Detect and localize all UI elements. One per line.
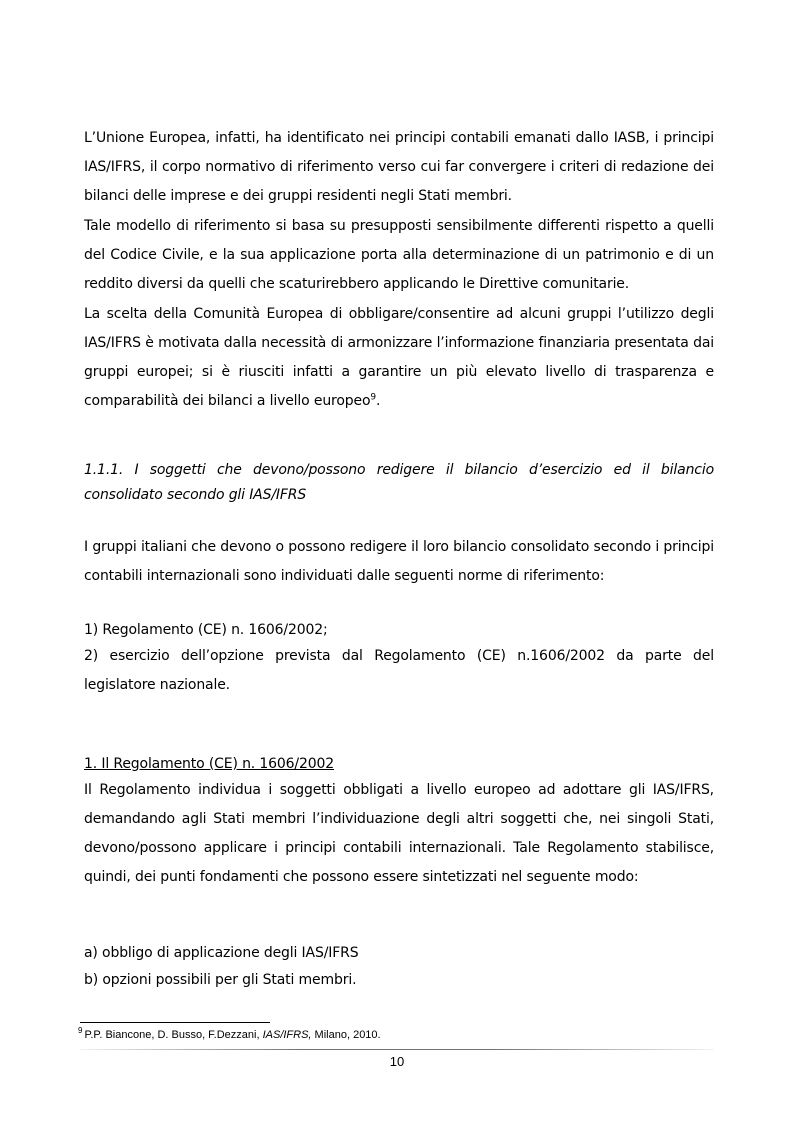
paragraph-text: I gruppi italiani che devono o possono redigere il loro bilancio consolidato secondo i principi contabili internazionali sono individuati dalle seguenti norme di riferimento: xyxy=(84,539,714,584)
footnote-rest: Milano, 2010. xyxy=(311,1029,381,1041)
section-heading-text: 1.1.1. I soggetti che devono/possono redigere il bilancio d’esercizio ed il bilancio consolidato secondo gli IAS/IFRS xyxy=(84,462,714,503)
footnote-reference: 9 xyxy=(370,392,376,403)
subsection-title xyxy=(84,750,714,779)
list-item-text: a) obbligo di applicazione degli IAS/IFRS xyxy=(84,945,359,961)
list-item xyxy=(84,642,714,700)
paragraph-text: La scelta della Comunità Europea di obbligare/consentire ad alcuni gruppi l’utilizzo degli IAS/IFRS è motivata dalla necessità di armonizzare l’informazione finanziaria presentata dai gruppi europei; si è riusciti infatti a garantire un più elevato livello di trasparenza e comparabilità dei bilanci a livello europeo xyxy=(84,306,714,409)
list-item-text: b) opzioni possibili per gli Stati membri. xyxy=(84,972,357,988)
list-item-text: 1) Regolamento (CE) n. 1606/2002; xyxy=(84,622,328,638)
paragraph-text: L’Unione Europea, infatti, ha identificato nei principi contabili emanati dallo IASB, i principi IAS/IFRS, il corpo normativo di riferimento verso cui far convergere i criteri di redazione dei bilanci delle imprese e dei gruppi residenti negli Stati membri. xyxy=(84,130,714,204)
paragraph-intro xyxy=(84,533,714,591)
paragraph-model xyxy=(84,212,714,299)
paragraph-eu-ias xyxy=(84,124,714,211)
paragraph-regulation xyxy=(84,776,714,892)
footnote-title: IAS/IFRS, xyxy=(262,1029,312,1041)
footer-divider xyxy=(80,1049,714,1050)
footnote-divider xyxy=(80,1022,270,1023)
paragraph-text: Tale modello di riferimento si basa su presupposti sensibilmente differenti rispetto a quelli del Codice Civile, e la sua applicazione porta alla determinazione di un patrimonio e di un reddito diversi da quelli che scaturirebbero applicando le Direttive comunitarie. xyxy=(84,218,714,292)
subsection-title-text: 1. Il Regolamento (CE) n. 1606/2002 xyxy=(84,756,335,772)
paragraph-text: Il Regolamento individua i soggetti obbligati a livello europeo ad adottare gli IAS/IFRS, demandando agli Stati membri l’individuazione degli altri soggetti che, nei singoli Stati, devono/possono applicare i principi contabili internazionali. Tale Regolamento stabilisce, quindi, dei punti fondamenti che possono essere sintetizzati nel seguente modo: xyxy=(84,782,714,885)
footnote-authors: P.P. Biancone, D. Busso, F.Dezzani, xyxy=(84,1029,263,1041)
section-heading xyxy=(84,458,714,508)
list-item-text: 2) esercizio dell’opzione prevista dal Regolamento (CE) n.1606/2002 da parte del legislatore nazionale. xyxy=(84,648,714,693)
list-item xyxy=(84,616,714,645)
footnote xyxy=(78,1028,718,1042)
paragraph-choice: La scelta della Comunità Europea di obbligare/consentire ad alcuni gruppi l’utilizzo degli IAS/IFRS è motivata dalla necessità di armonizzare l’informazione finanziaria presentata dai gruppi europei; si è riusciti infatti a garantire un più elevato livello di trasparenza e comparabilità dei bilanci a livello europeo$^9$. xyxy=(84,306,714,409)
list-item xyxy=(84,966,714,995)
page-number: 10 xyxy=(389,1054,405,1069)
footnote-mark: 9 xyxy=(78,1026,83,1036)
list-item xyxy=(84,939,714,968)
